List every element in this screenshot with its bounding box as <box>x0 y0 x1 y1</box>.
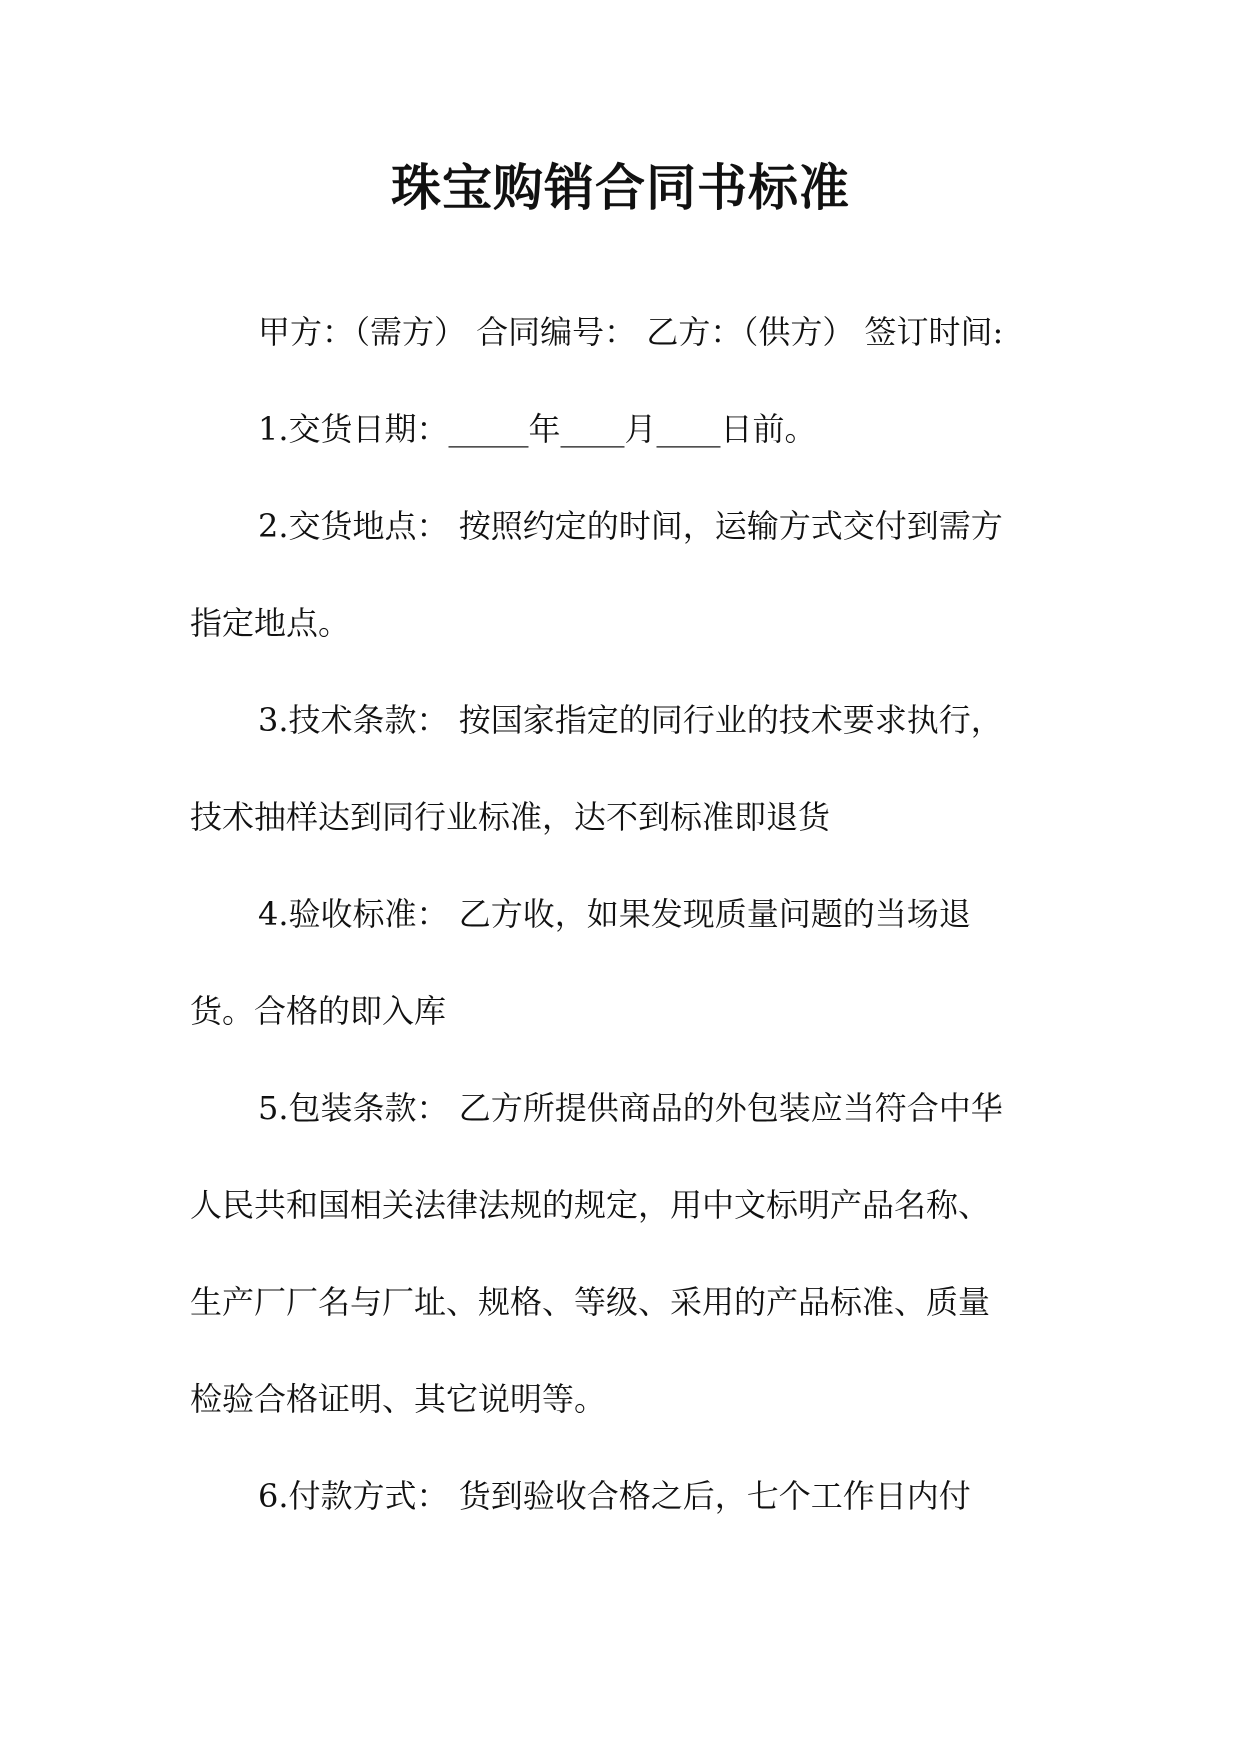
parties-line: 甲方：（需方） 合同编号： 乙方：（供方） 签订时间: <box>258 313 1004 351</box>
clause-2-continuation: 指定地点。 <box>190 604 351 642</box>
clause-5-continuation-2: 生产厂厂名与厂址、规格、等级、采用的产品标准、质量 <box>190 1283 991 1321</box>
clause-1-delivery-date: 1.交货日期：_____年____月____日前。 <box>258 410 817 448</box>
clause-5-continuation-3: 检验合格证明、其它说明等。 <box>190 1380 607 1418</box>
clause-3-continuation: 技术抽样达到同行业标准，达不到标准即退货 <box>190 798 831 836</box>
clause-2-delivery-place: 2.交货地点： 按照约定的时间，运输方式交付到需方 <box>258 507 1003 545</box>
clause-5-continuation-1: 人民共和国相关法律法规的规定，用中文标明产品名称、 <box>190 1186 991 1224</box>
clause-5-packaging-terms: 5.包装条款： 乙方所提供商品的外包装应当符合中华 <box>258 1089 1003 1127</box>
clause-4-continuation: 货。合格的即入库 <box>190 992 447 1030</box>
clause-3-technical-terms: 3.技术条款： 按国家指定的同行业的技术要求执行， <box>258 701 1003 739</box>
clause-4-acceptance-standard: 4.验收标准： 乙方收，如果发现质量问题的当场退 <box>258 895 971 933</box>
clause-6-payment-method: 6.付款方式： 货到验收合格之后，七个工作日内付 <box>258 1477 971 1515</box>
document-title: 珠宝购销合同书标准 <box>391 159 850 217</box>
